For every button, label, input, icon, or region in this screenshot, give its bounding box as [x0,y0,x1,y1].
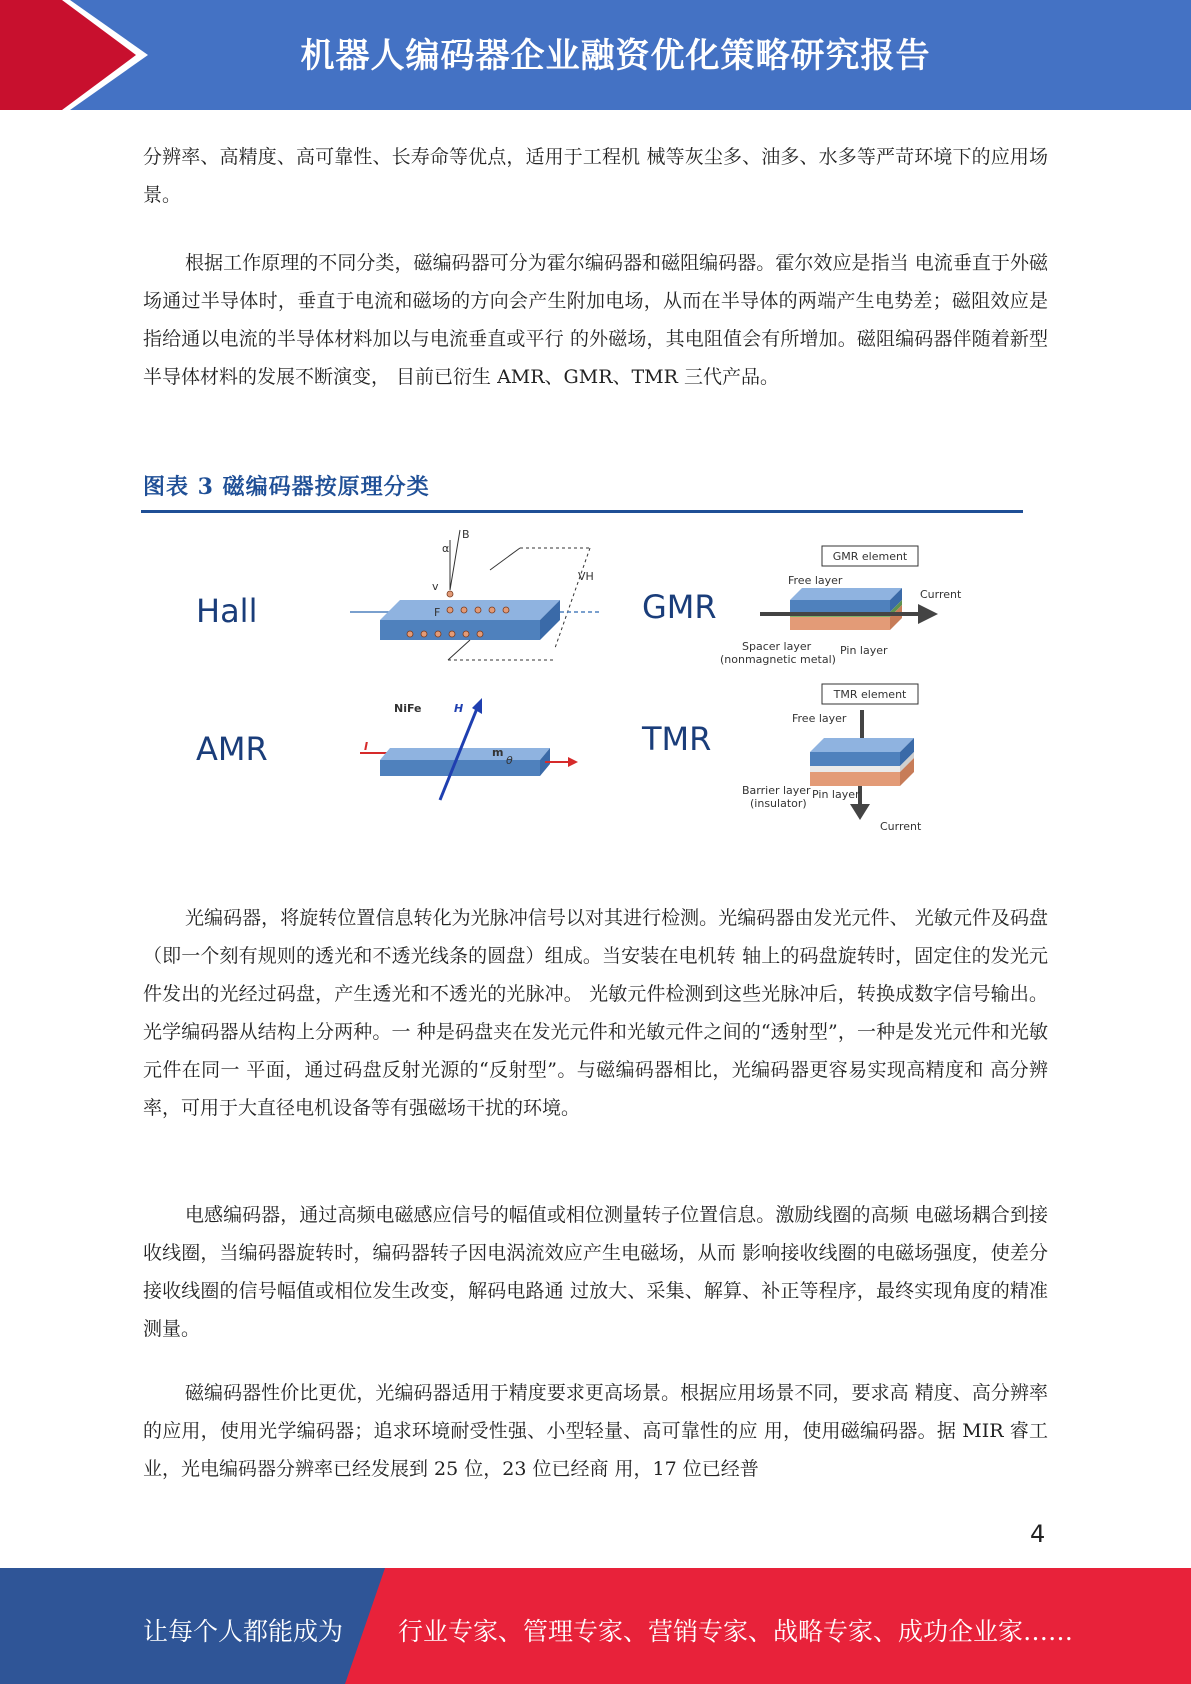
footer-slogan-left: 让每个人都能成为 [143,1617,344,1646]
tmr-pin-layer-label: Pin layer [812,788,860,801]
label-gmr: GMR [642,588,717,626]
figure-caption: 图表 3 磁编码器按原理分类 [143,474,430,500]
paragraph-intro-continued: 分辨率、高精度、高可靠性、长寿命等优点，适用于工程机 械等灰尘多、油多、水多等严苛环境下的应用场景。 [143,146,1048,206]
tmr-current-label: Current [880,820,922,833]
report-title: 机器人编码器企业融资优化策略研究报告 [300,36,931,76]
amr-theta-label: θ [506,754,513,767]
paragraph-inductive-encoder: 电感编码器，通过高频电磁感应信号的幅值或相位测量转子位置信息。激励线圈的高频 电磁场耦合到接收线圈，当编码器旋转时，编码器转子因电涡流效应产生电磁场，从而 影响接收线圈的电磁场强度，使差分接收线圈的信号幅值或相位发生改变，解码电路通 过放大、采集、解算、补正等程序，最终实现角度的精准测量。 [143,1204,1048,1340]
footer-slogan-right: 行业专家、管理专家、营销专家、战略专家、成功企业家…… [398,1617,1074,1646]
amr-h-label: H [454,702,464,715]
gmr-pin-layer-label: Pin layer [840,644,888,657]
hall-v-symbol: v [432,580,439,593]
tmr-barrier-note: (insulator) [750,797,807,810]
gmr-element-tag: GMR element [832,550,908,563]
tmr-free-layer-label: Free layer [792,712,847,725]
hall-vh-symbol: VH [578,570,594,583]
gmr-free-layer-label: Free layer [788,574,843,587]
gmr-element-diagram [720,530,990,670]
gmr-current-label: Current [920,588,962,601]
page-footer [0,1568,1191,1684]
tmr-barrier-layer-label: Barrier layer [742,784,811,797]
amr-diagram [350,690,600,810]
tmr-element-tag: TMR element [833,688,907,701]
amr-i-label: I [364,740,369,753]
label-tmr: TMR [642,720,712,758]
label-hall: Hall [196,592,258,630]
paragraph-comparison: 磁编码器性价比更优，光编码器适用于精度要求更高场景。根据应用场景不同，要求高 精度、高分辨率的应用，使用光学编码器；追求环境耐受性强、小型轻量、高可靠性的应 用，使用磁编码器。据 MIR 睿工业，光电编码器分辨率已经发展到 25 位，23 位已经商 用，17 位已经普 [143,1382,1048,1480]
gmr-spacer-note: (nonmagnetic metal) [720,653,836,666]
caption-divider [141,510,1023,513]
tmr-element-diagram [740,680,990,840]
hall-alpha-symbol: α [442,542,450,555]
paragraph-optical-encoder: 光编码器，将旋转位置信息转化为光脉冲信号以对其进行检测。光编码器由发光元件、 光敏元件及码盘（即一个刻有规则的透光和不透光线条的圆盘）组成。当安装在电机转 轴上的码盘旋转时，固定住的发光元件发出的光经过码盘，产生透光和不透光的光脉冲。 光敏元件检测到这些光脉冲后，转换成数字信号输出。光学编码器从结构上分两种。一 种是码盘夹在发光元件和光敏元件之间的“透射型”，一种是发光元件和光敏元件在同一 平面，通过码盘反射光源的“反射型”。与磁编码器相比，光编码器更容易实现高精度和 高分辨率，可用于大直径电机设备等有强磁场干扰的环境。 [143,907,1048,1119]
amr-nife-label: NiFe [394,702,422,715]
hall-f-symbol: F [434,606,441,619]
hall-b-symbol: B [462,528,470,541]
paragraph-magnetic-classification: 根据工作原理的不同分类，磁编码器可分为霍尔编码器和磁阻编码器。霍尔效应是指当 电流垂直于外磁场通过半导体时，垂直于电流和磁场的方向会产生附加电场，从而在半导体的两端产生电势差；磁阻效应是指给通以电流的半导体材料加以与电流垂直或平行 的外磁场，其电阻值会有所增加。磁阻编码器伴随着新型半导体材料的发展不断演变， 目前已衍生 AMR、GMR、TMR 三代产品。 [143,252,1048,388]
magnetic-encoder-classification-figure [180,530,1020,850]
gmr-spacer-layer-label: Spacer layer [742,640,812,653]
amr-m-label: m [492,746,504,759]
page-number: 4 [1030,1520,1046,1548]
label-amr: AMR [196,730,268,768]
hall-effect-diagram [350,530,600,670]
page-header [0,0,1191,110]
